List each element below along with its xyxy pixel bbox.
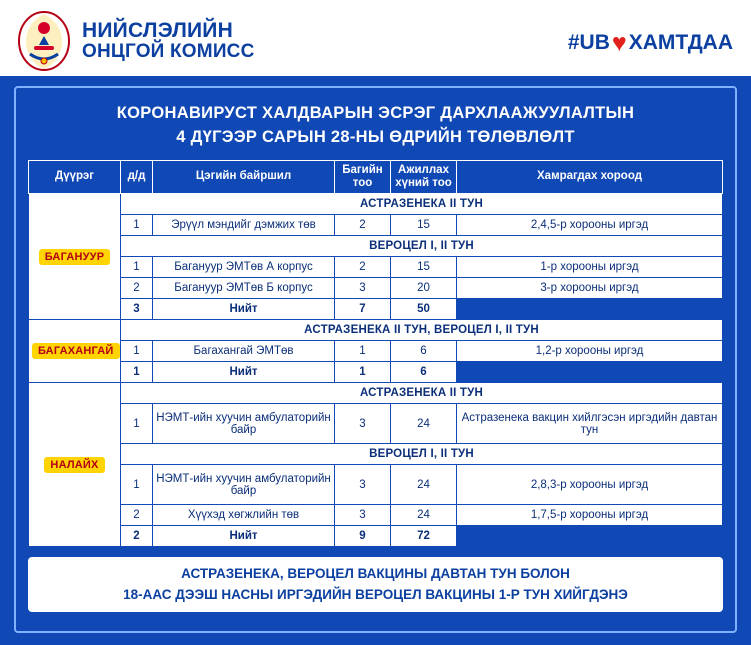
teams-count-cell: 3 <box>335 505 391 526</box>
table-row <box>29 299 723 320</box>
page-title-line2: 4 ДҮГЭЭР САРЫН 28-НЫ ӨДРИЙН ТӨЛӨВЛӨЛТ <box>176 127 575 146</box>
vaccine-section-label: АСТРАЗЕНЕКА II ТУН <box>121 383 723 404</box>
khoroo-cell: 3-р хорооны иргэд <box>457 278 723 299</box>
row-index-cell: 1 <box>121 404 153 444</box>
khoroo-cell: 1,7,5-р хорооны иргэд <box>457 505 723 526</box>
page-title <box>28 102 723 150</box>
district-cell <box>29 320 121 383</box>
site-cell: Нийт <box>153 362 335 383</box>
table-row <box>29 257 723 278</box>
site-cell: Багануур ЭМТөв А корпус <box>153 257 335 278</box>
khoroo-cell: 1,2-р хорооны иргэд <box>457 341 723 362</box>
footer-note-line2: 18-ААС ДЭЭШ НАСНЫ ИРГЭДИЙН ВЕРОЦЕЛ ВАКЦИНЫ 1-Р ТУН ХИЙГДЭНЭ <box>123 586 628 602</box>
teams-count-cell: 9 <box>335 526 391 547</box>
column-header-site: Цэгийн байршил <box>153 160 335 193</box>
mongolia-emblem-icon <box>16 10 72 72</box>
column-header-staff <box>391 160 457 193</box>
row-index-cell: 3 <box>121 299 153 320</box>
vaccine-section-label: АСТРАЗЕНЕКА II ТУН, ВЕРОЦЕЛ I, II ТУН <box>121 320 723 341</box>
row-index-cell: 2 <box>121 505 153 526</box>
teams-count-cell: 2 <box>335 257 391 278</box>
column-header-index: д/д <box>121 160 153 193</box>
column-header-teams-bottom: тоо <box>352 177 373 190</box>
site-cell: Эрүүл мэндийг дэмжих төв <box>153 215 335 236</box>
vaccine-section-row <box>29 194 723 215</box>
footer-note <box>28 557 723 612</box>
staff-count-cell: 15 <box>391 215 457 236</box>
row-index-cell: 1 <box>121 362 153 383</box>
row-index-cell: 2 <box>121 278 153 299</box>
teams-count-cell: 7 <box>335 299 391 320</box>
teams-count-cell: 2 <box>335 215 391 236</box>
column-header-staff-top: Ажиллах <box>398 163 449 176</box>
site-cell: Багануур ЭМТөв Б корпус <box>153 278 335 299</box>
table-row <box>29 278 723 299</box>
staff-count-cell: 6 <box>391 362 457 383</box>
staff-count-cell: 72 <box>391 526 457 547</box>
district-cell <box>29 383 121 547</box>
khoroo-cell <box>457 299 723 320</box>
vaccination-schedule-table <box>28 160 723 547</box>
khoroo-cell <box>457 362 723 383</box>
teams-count-cell: 1 <box>335 362 391 383</box>
teams-count-cell: 3 <box>335 404 391 444</box>
site-cell: Хүүхэд хөгжлийн төв <box>153 505 335 526</box>
district-badge: НАЛАЙХ <box>44 457 104 473</box>
site-cell: НЭМТ-ийн хуучин амбулаторийн байр <box>153 465 335 505</box>
table-row <box>29 215 723 236</box>
column-header-staff-bottom: хүний тоо <box>395 177 452 190</box>
content-frame <box>14 86 737 633</box>
vaccine-section-row <box>29 320 723 341</box>
table-row <box>29 404 723 444</box>
table-row <box>29 341 723 362</box>
staff-count-cell: 6 <box>391 341 457 362</box>
district-cell <box>29 194 121 320</box>
column-header-district: Дүүрэг <box>29 160 121 193</box>
vaccine-section-row <box>29 444 723 465</box>
column-header-khoroo: Хамрагдах хороод <box>457 160 723 193</box>
org-title <box>82 20 255 62</box>
site-cell: Нийт <box>153 299 335 320</box>
table-row <box>29 362 723 383</box>
row-index-cell: 1 <box>121 465 153 505</box>
khoroo-cell: 2,4,5-р хорооны иргэд <box>457 215 723 236</box>
staff-count-cell: 24 <box>391 505 457 526</box>
khoroo-cell <box>457 526 723 547</box>
vaccine-section-row <box>29 236 723 257</box>
staff-count-cell: 50 <box>391 299 457 320</box>
org-title-line2: ОНЦГОЙ КОМИСС <box>82 41 255 63</box>
column-header-teams <box>335 160 391 193</box>
org-title-line1: НИЙСЛЭЛИЙН <box>82 19 233 42</box>
staff-count-cell: 24 <box>391 404 457 444</box>
column-header-teams-top: Багийн <box>342 163 383 176</box>
site-cell: Нийт <box>153 526 335 547</box>
table-header-row <box>29 160 723 193</box>
hashtag-suffix: ХАМТДАА <box>628 30 733 54</box>
khoroo-cell: Астразенека вакцин хийлгэсэн иргэдийн давтан тун <box>457 404 723 444</box>
vaccine-section-label: ВЕРОЦЕЛ I, II ТУН <box>121 236 723 257</box>
page-title-line1: КОРОНАВИРУСТ ХАЛДВАРЫН ЭСРЭГ ДАРХЛААЖУУЛАЛТЫН <box>116 104 635 122</box>
district-badge: БАГАНУУР <box>39 249 110 265</box>
vaccine-section-row <box>29 383 723 404</box>
vaccine-section-label: ВЕРОЦЕЛ I, II ТУН <box>121 444 723 465</box>
vaccine-section-label: АСТРАЗЕНЕКА II ТУН <box>121 194 723 215</box>
table-body <box>29 194 723 547</box>
hashtag-prefix: #UB <box>567 30 610 54</box>
table-header <box>29 160 723 193</box>
table-row <box>29 526 723 547</box>
row-index-cell: 1 <box>121 257 153 278</box>
teams-count-cell: 1 <box>335 341 391 362</box>
teams-count-cell: 3 <box>335 465 391 505</box>
page-header <box>0 0 751 76</box>
footer-note-line1: АСТРАЗЕНЕКА, ВЕРОЦЕЛ ВАКЦИНЫ ДАВТАН ТУН БОЛОН <box>181 566 570 582</box>
teams-count-cell: 3 <box>335 278 391 299</box>
district-badge: БАГАХАНГАЙ <box>32 343 120 359</box>
staff-count-cell: 15 <box>391 257 457 278</box>
site-cell: Багахангай ЭМТөв <box>153 341 335 362</box>
table-row <box>29 465 723 505</box>
khoroo-cell: 1-р хорооны иргэд <box>457 257 723 278</box>
content-panel <box>0 76 751 645</box>
row-index-cell: 1 <box>121 215 153 236</box>
site-cell: НЭМТ-ийн хуучин амбулаторийн байр <box>153 404 335 444</box>
campaign-hashtag <box>568 30 733 55</box>
heart-icon: ♥ <box>611 29 627 57</box>
staff-count-cell: 24 <box>391 465 457 505</box>
table-row <box>29 505 723 526</box>
khoroo-cell: 2,8,3-р хорооны иргэд <box>457 465 723 505</box>
staff-count-cell: 20 <box>391 278 457 299</box>
row-index-cell: 2 <box>121 526 153 547</box>
row-index-cell: 1 <box>121 341 153 362</box>
